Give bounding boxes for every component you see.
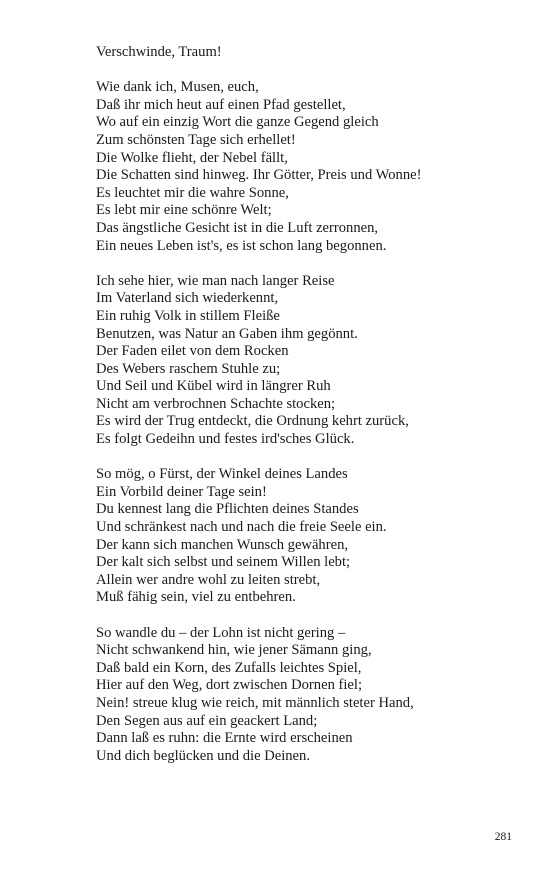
stanza-4 [96,625,526,766]
poem-line: Die Schatten sind hinweg. Ihr Götter, Preis und Wonne! [96,167,422,184]
stanza-2 [96,273,526,449]
poem-line: Nicht schwankend hin, wie jener Sämann ging, [96,642,372,659]
poem-line: Muß fähig sein, viel zu entbehren. [96,589,296,606]
poem-line: So wandle du – der Lohn ist nicht gering – [96,624,346,641]
poem-opening-line: Verschwinde, Traum! [96,44,222,60]
poem-line: Den Segen aus auf ein geackert Land; [96,712,318,729]
poem-line: Und schränkest nach und nach die freie Seele ein. [96,519,387,536]
poem-line: Daß bald ein Korn, des Zufalls leichtes Spiel, [96,659,362,676]
poem-line: Zum schönsten Tage sich erhellet! [96,131,296,148]
poem-line: So mög, o Fürst, der Winkel deines Landes [96,466,348,483]
poem-line: Im Vaterland sich wiederkennt, [96,290,279,307]
poem-line: Ein neues Leben ist's, es ist schon lang begonnen. [96,237,387,254]
poem-line: Es lebt mir eine schönre Welt; [96,202,272,219]
stanza-gap [96,449,526,467]
poem-line: Der kann sich manchen Wunsch gewähren, [96,536,349,553]
poem-line: Allein wer andre wohl zu leiten strebt, [96,571,321,588]
poem-line: Ein ruhig Volk in stillem Fleiße [96,307,280,324]
stanza-gap [96,255,526,273]
poem-line: Der kalt sich selbst und seinem Willen lebt; [96,554,351,571]
poem-line: Daß ihr mich heut auf einen Pfad gestellet, [96,96,346,113]
poem-line: Nicht am verbrochnen Schachte stocken; [96,395,336,412]
poem-line: Wo auf ein einzig Wort die ganze Gegend gleich [96,114,379,131]
stanza-3 [96,466,526,607]
poem-line: Nein! streue klug wie reich, mit männlich steter Hand, [96,694,414,711]
page-number: 281 [494,831,512,843]
stanza-1 [96,79,526,255]
poem-line: Dann laß es ruhn: die Ernte wird erscheinen [96,730,353,747]
poem-line: Hier auf den Weg, dort zwischen Dornen fiel; [96,677,363,694]
poem-line: Und Seil und Kübel wird in längrer Ruh [96,378,331,395]
poem-line: Es wird der Trug entdeckt, die Ordnung kehrt zurück, [96,413,409,430]
poem-line: Du kennest lang die Pflichten deines Standes [96,501,359,518]
poem-line: Ich sehe hier, wie man nach langer Reise [96,272,335,289]
poem-line: Ein Vorbild deiner Tage sein! [96,483,267,500]
poem-line: Die Wolke flieht, der Nebel fällt, [96,149,288,166]
poem-line: Das ängstliche Gesicht ist in die Luft zerronnen, [96,219,379,236]
poem-line: Wie dank ich, Musen, euch, [96,79,259,96]
poem-line: Der Faden eilet von dem Rocken [96,343,289,360]
poem-text [96,44,526,765]
poem-line: Es folgt Gedeihn und festes ird'sches Glück. [96,431,355,448]
poem-line: Benutzen, was Natur an Gaben ihm gegönnt. [96,325,358,342]
poem-line: Es leuchtet mir die wahre Sonne, [96,184,289,201]
stanza-gap [96,62,526,80]
stanza-gap [96,607,526,625]
poem-line: Und dich beglücken und die Deinen. [96,747,310,764]
poem-line: Des Webers raschem Stuhle zu; [96,360,281,377]
